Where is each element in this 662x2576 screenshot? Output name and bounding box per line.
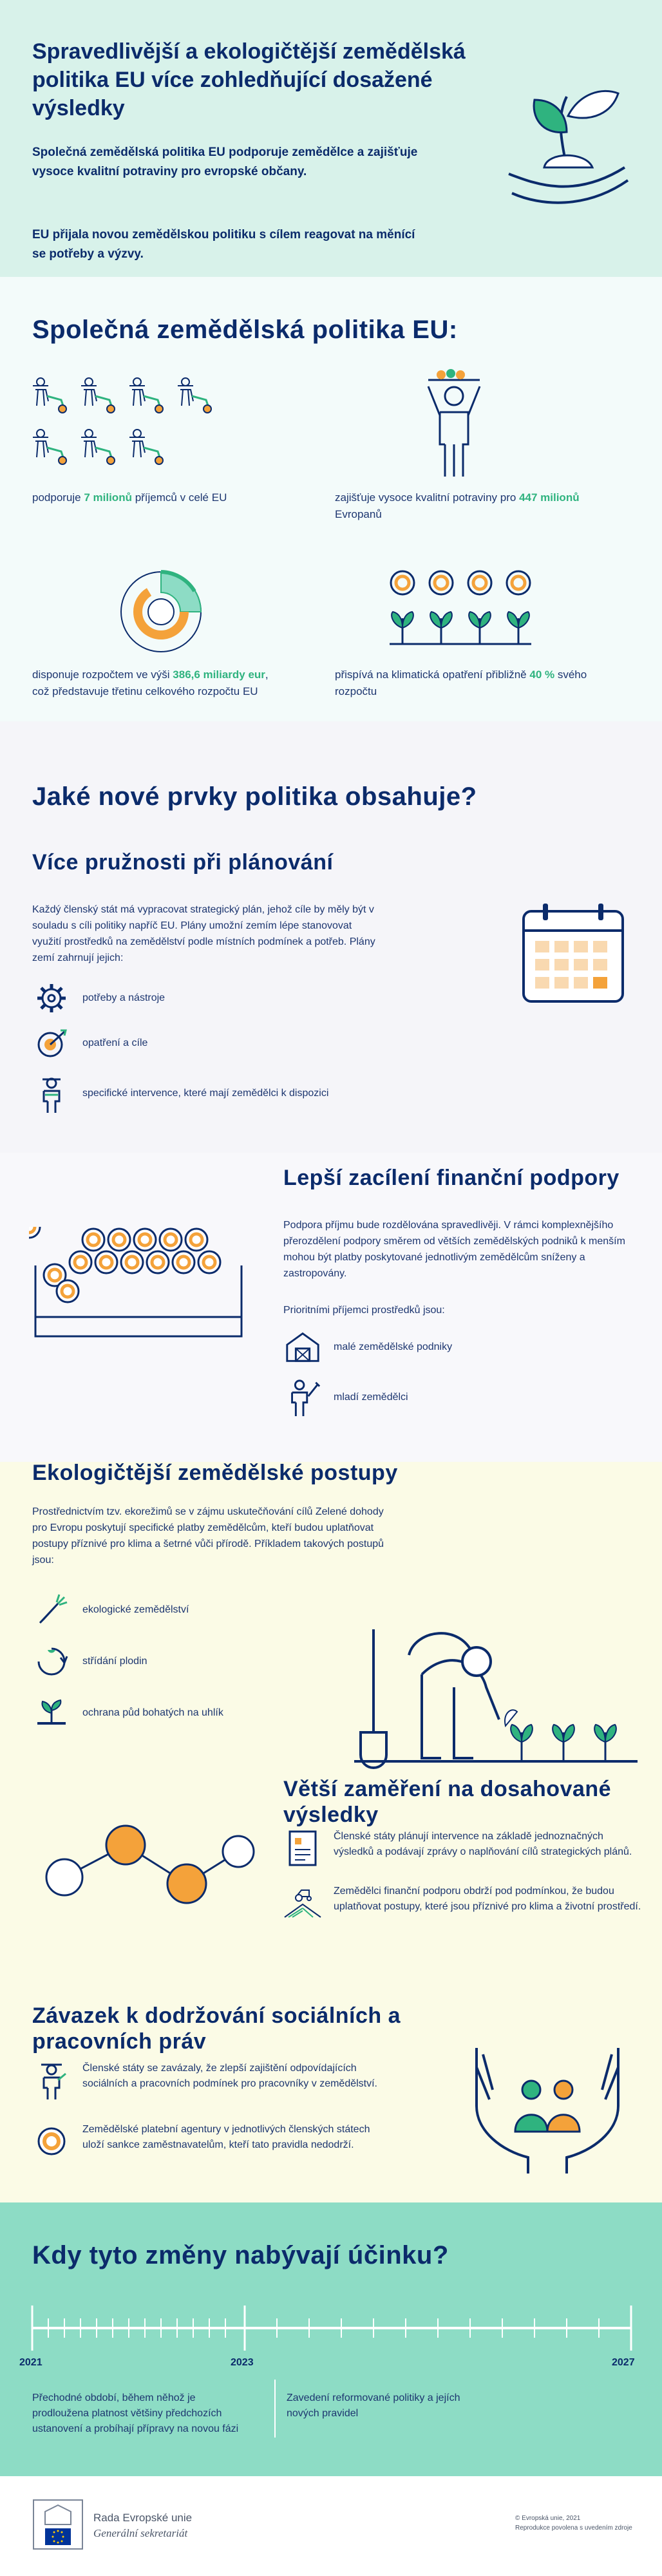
flex-item-interventions: [32, 1074, 328, 1113]
stat-budget-value: 386,6 miliardy eur: [173, 668, 265, 681]
header-intro-2: EU přijala novou zemědělskou politiku s cílem reagovat na měnící se potřeby a výzvy.: [32, 228, 415, 261]
green-item-rotation-label: střídání plodin: [82, 1656, 147, 1667]
stat-beneficiaries-post: příjemců v celé EU: [131, 491, 227, 504]
footer-org-name: Rada Evropské unie: [93, 2512, 193, 2524]
green-item-organic: [32, 1591, 189, 1629]
stat-climate: [335, 667, 592, 700]
flex-item-measures-label: opatření a cíle: [82, 1037, 148, 1048]
results-item-conditions: [283, 1884, 644, 1922]
flex-title: Více pružnosti při plánování: [32, 850, 334, 875]
stat-climate-pre: přispívá na klimatická opatření přibližně: [335, 668, 530, 681]
timeline-phase-1: Přechodné období, během něhož je prodloužena platnost většiny předchozích ustanovení a probíhají přípravy na novou fázi: [32, 2392, 239, 2434]
green-item-carbon-label: ochrana půd bohatých na uhlík: [82, 1707, 223, 1718]
social-item-sanctions-label: Zemědělské platební agentury v jednotlivých členských státech uloží sankce zaměstnavatelům, kteří tato pravidla nedodrží.: [82, 2124, 370, 2150]
flex-item-needs-label: potřeby a nástroje: [82, 992, 166, 1003]
flex-text: Každý členský stát má vypracovat strategický plán, jehož cíle by měly být v souladu s cíli politiky napříč EU. Plány umožní zemím lépe stanovovat využití prostředků na zemědělství podle místních podmínek a potřeb. Plány zemí zahrnují jejich:: [32, 904, 375, 963]
stat-citizens: [335, 489, 592, 523]
tractor-field-icon: [283, 1884, 322, 1922]
farmers-group-icon: [29, 377, 222, 480]
target-item-young-farmers-label: mladí zemědělci: [334, 1392, 408, 1403]
stat-beneficiaries-pre: podporuje: [32, 491, 84, 504]
gear-icon: [32, 979, 71, 1018]
carrot-icon: [32, 1591, 71, 1629]
target-icon: [32, 1024, 71, 1063]
green-item-carbon: [32, 1694, 223, 1732]
rotation-icon: [32, 1642, 71, 1681]
timeline-year-2021: 2021: [19, 2357, 43, 2368]
footer-reproduction: Reprodukce povolena s uvedením zdroje: [515, 2524, 632, 2532]
timeline-title: Kdy tyto změny nabývají účinku?: [32, 2241, 449, 2269]
target-item-small-farms-label: malé zemědělské podniky: [334, 1341, 453, 1352]
new-elements-title: Jaké nové prvky politika obsahuje?: [32, 782, 477, 811]
timeline-year-2027: 2027: [612, 2357, 635, 2368]
target-text: Podpora příjmu bude rozdělována spravedlivěji. V rámci komplexnějšího přerozdělení podpory směrem od větších zemědělských podniků k menším mohou být platby poskytované jednotlivým zemědělcům sníženy a zastropovány.: [283, 1220, 625, 1279]
stat-budget: [32, 667, 277, 700]
results-network-icon: [26, 1813, 270, 1942]
farmhouse-icon: [283, 1328, 322, 1367]
timeline-phase-2: Zavedení reformované politiky a jejích nových pravidel: [287, 2392, 460, 2419]
coins-trough-icon: [29, 1227, 248, 1343]
farmer-planting-icon: [351, 1616, 641, 1771]
worker-icon: [32, 2061, 71, 2099]
stat-citizens-value: 447 milionů: [519, 491, 580, 504]
flex-item-interventions-label: specifické intervence, které mají zemědělci k dispozici: [82, 1088, 329, 1099]
timeline-divider: [274, 2380, 276, 2438]
climate-plants-icon: [386, 567, 534, 650]
social-title: Závazek k dodržování sociálních a pracovních práv: [32, 2003, 401, 2054]
flex-item-measures: [32, 1024, 147, 1063]
results-item-reports-label: Členské státy plánují intervence na základě jednoznačných výsledků a podávají zprávy o naplňování cílů strategických plánů.: [334, 1831, 632, 1857]
social-item-conditions: [32, 2061, 393, 2099]
stat-budget-post: , což představuje třetinu celkového rozpočtu EU: [32, 668, 269, 697]
cap-title: Společná zemědělská politika EU:: [32, 316, 458, 344]
hand-plant-icon: [496, 71, 638, 219]
stat-beneficiaries: [32, 489, 245, 506]
green-text: Prostřednictvím tzv. ekorežimů se v zájmu uskutečňování cílů Zelené dohody pro Evropu poskytují specifické platby zemědělcům, kteří budou uplatňovat postupy příznivé pro klima a šetrné vůči přírodě. Příkladem takových postupů jsou:: [32, 1506, 384, 1566]
sprout-soil-icon: [32, 1694, 71, 1732]
farmer-icon: [32, 1074, 71, 1113]
coin-icon: [32, 2122, 71, 2161]
target-item-small-farms: [283, 1328, 452, 1367]
stat-beneficiaries-value: 7 milionů: [84, 491, 132, 504]
target-subtitle: Prioritními příjemci prostředků jsou:: [283, 1305, 445, 1316]
hands-people-icon: [464, 2029, 631, 2177]
stat-citizens-post: Evropanů: [335, 508, 382, 520]
stat-citizens-pre: zajišťuje vysoce kvalitní potraviny pro: [335, 491, 520, 504]
report-icon: [283, 1829, 322, 1868]
stat-climate-post: svého rozpočtu: [335, 668, 587, 697]
timeline-ruler: [29, 2299, 634, 2357]
timeline-year-2023: 2023: [231, 2357, 254, 2368]
header-title: Spravedlivější a ekologičtější zemědělská politika EU více zohledňující dosažené výsledky: [32, 39, 466, 120]
stat-budget-pre: disponuje rozpočtem ve výši: [32, 668, 173, 681]
results-item-conditions-label: Zemědělci finanční podporu obdrží pod podmínkou, že budou uplatňovat postupy, které jsou příznivé pro klima a životní prostředí.: [334, 1886, 641, 1912]
footer-org-sub: Generální sekretariát: [93, 2527, 188, 2539]
social-item-sanctions: [32, 2122, 393, 2161]
flex-item-needs: [32, 979, 165, 1018]
results-title: Větší zaměření na dosahované výsledky: [283, 1777, 612, 1827]
council-logo-icon: [32, 2499, 84, 2550]
budget-donut-icon: [109, 560, 213, 663]
green-item-organic-label: ekologické zemědělství: [82, 1604, 189, 1615]
young-farmer-icon: [283, 1378, 322, 1417]
results-item-reports: [283, 1829, 644, 1868]
green-item-rotation: [32, 1642, 147, 1681]
footer-copyright: © Evropská unie, 2021: [515, 2515, 581, 2522]
target-title: Lepší zacílení finanční podpory: [283, 1166, 619, 1190]
calendar-icon: [518, 898, 628, 1008]
social-item-conditions-label: Členské státy se zavázaly, že zlepší zajištění odpovídajících sociálních a pracovních podmínek pro pracovníky v zemědělství.: [82, 2063, 377, 2089]
header-intro-1: Společná zemědělská politika EU podporuje zemědělce a zajišťuje vysoce kvalitní potraviny pro evropské občany.: [32, 146, 418, 178]
target-item-young-farmers: [283, 1378, 408, 1417]
green-title: Ekologičtější zemědělské postupy: [32, 1461, 398, 1485]
farmer-food-icon: [409, 367, 499, 483]
stat-climate-value: 40 %: [529, 668, 555, 681]
